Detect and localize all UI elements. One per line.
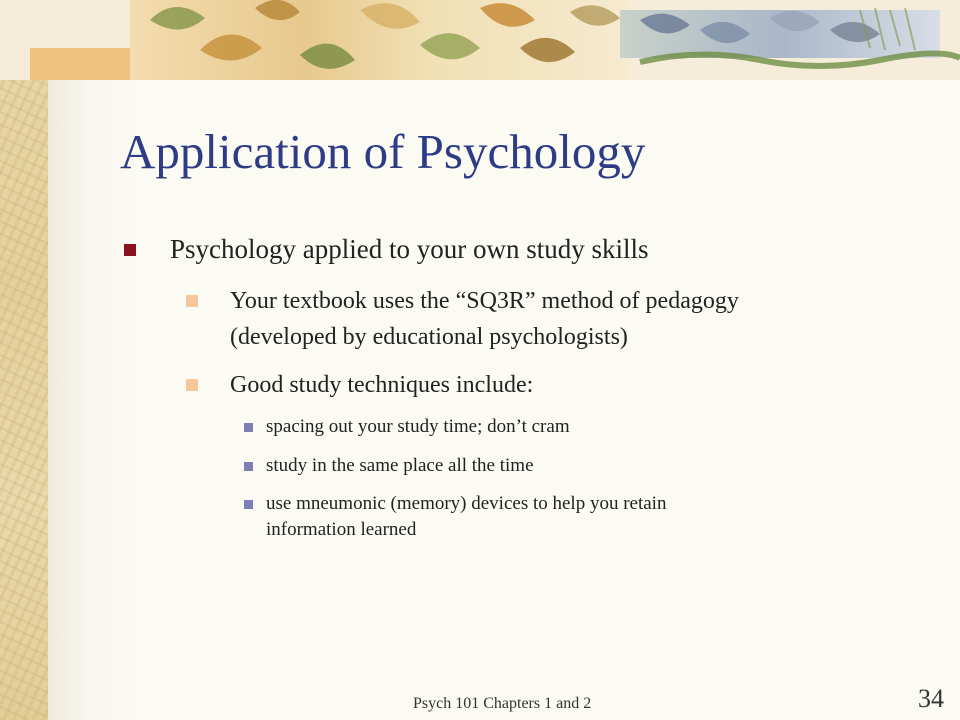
square-bullet-icon [244, 500, 253, 509]
bullet-text: Good study techniques include: [230, 372, 534, 398]
square-bullet-icon [244, 462, 253, 471]
slide-footer: Psych 101 Chapters 1 and 2 [413, 695, 592, 712]
bullet-text: (developed by educational psychologists) [230, 324, 628, 350]
slide-title: Application of Psychology [120, 124, 646, 179]
slide-number: 34 [918, 684, 944, 713]
bullet-text: spacing out your study time; don’t cram [266, 416, 570, 437]
bullet-level1 [170, 233, 649, 265]
bullet-text: information learned [266, 519, 417, 540]
parchment-texture-strip [0, 0, 48, 720]
bullet-text: use mneumonic (memory) devices to help you retain [266, 493, 667, 514]
bullet-level2 [230, 283, 739, 355]
square-bullet-icon [244, 423, 253, 432]
bullet-level3 [266, 414, 570, 440]
square-bullet-icon [186, 379, 198, 391]
autumn-leaves-icon [0, 0, 960, 80]
bullet-level3 [266, 453, 534, 479]
leaf-banner-image [0, 0, 960, 80]
bullet-text: Psychology applied to your own study skills [170, 234, 649, 264]
square-bullet-icon [186, 295, 198, 307]
bullet-text: Your textbook uses the “SQ3R” method of pedagogy [230, 288, 739, 314]
bullet-text: study in the same place all the time [266, 455, 534, 476]
bullet-level3 [266, 491, 666, 543]
square-bullet-icon [124, 244, 136, 256]
bullet-level2 [230, 367, 533, 403]
